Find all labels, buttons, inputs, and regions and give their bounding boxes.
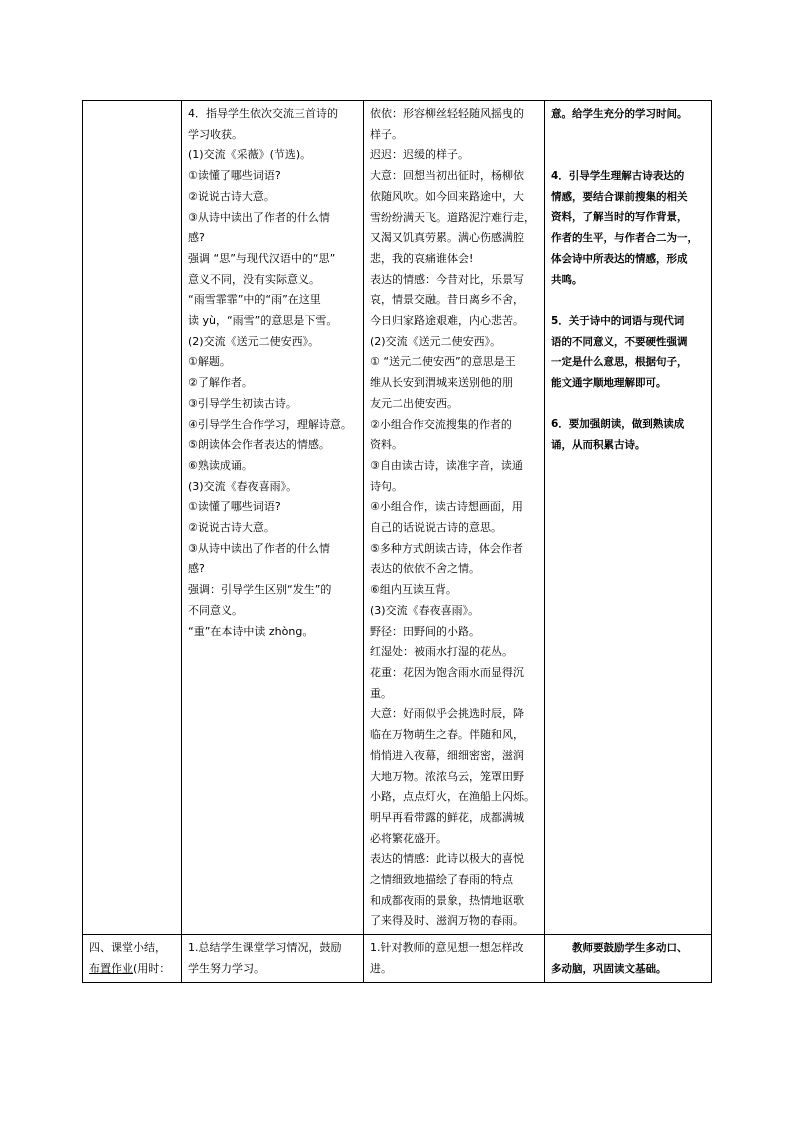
teacher-line: ②说说古诗大意。 <box>188 189 275 203</box>
student-line: 悄悄进入夜幕，细细密密，滋润 <box>370 748 524 762</box>
teacher-line: 1.总结学生课堂学习情况，鼓励 <box>188 941 342 955</box>
teacher-line: 意义不同，没有实际意义。 <box>188 272 320 286</box>
student-line: 维从长安到渭城来送别他的朋 <box>370 376 513 390</box>
intent-line: 多动脑，巩固读文基础。 <box>551 962 667 975</box>
student-line: 依依：形容柳丝轻轻随风摇曳的 <box>370 107 524 120</box>
teacher-line: ⑤朗读体会作者表达的情感。 <box>188 438 330 452</box>
intent-line: 一定是什么意思，根据句子， <box>551 356 688 369</box>
student-line: ① “送元二使安西”的意思是王 <box>370 355 516 369</box>
student-activity-cell <box>364 101 545 935</box>
teacher-line: “重”在本诗中读 zhòng。 <box>188 624 314 638</box>
design-intent-cell <box>545 101 712 935</box>
teacher-line: ①读懂了哪些词语? <box>188 169 281 183</box>
student-line: 了来得及时、滋润万物的春雨。 <box>370 914 524 928</box>
intent-line: 诵，从而积累古诗。 <box>551 439 646 452</box>
teacher-line: (1)交流《采薇》(节选)。 <box>188 148 312 162</box>
student-line: 又渴又饥真劳累。满心伤感满腔 <box>370 231 524 245</box>
teacher-line: ④引导学生合作学习，理解诗意。 <box>188 417 352 431</box>
teacher-line: ⑥熟读成诵。 <box>188 458 253 472</box>
student-line: ⑤多种方式朗读古诗，体会作者 <box>370 541 523 555</box>
intent-line: 4．引导学生理解古诗表达的 <box>551 170 685 183</box>
intent-line: 作者的生平，与作者合二为一， <box>551 232 698 245</box>
student-line: 红湿处：被雨水打湿的花丛。 <box>370 645 513 659</box>
stage-label: 四、课堂小结， <box>89 941 166 955</box>
intent-line: 6．要加强朗读，做到熟读成 <box>551 418 685 431</box>
student-line: 表达的情感：今昔对比，乐景写 <box>370 272 524 286</box>
teacher-line: 强调：引导学生区别“发生”的 <box>188 583 332 597</box>
teacher-line: 4．指导学生依次交流三首诗的 <box>188 107 338 120</box>
intent-line: 体会诗中所表达的情感，形成 <box>551 252 688 265</box>
intent-line: 能文通字顺地理解即可。 <box>551 377 667 390</box>
student-line: 花重：花因为饱含雨水而显得沉 <box>370 665 524 679</box>
student-line: 之情细致地描绘了春雨的特点 <box>370 873 513 887</box>
teacher-line: “雨雪霏霏”中的“雨”在这里 <box>188 293 321 307</box>
teacher-line: 学习收获。 <box>188 127 243 141</box>
student-line: 野径：田野间的小路。 <box>370 624 480 638</box>
student-line: 重。 <box>370 686 392 700</box>
teacher-line: 不同意义。 <box>188 603 243 617</box>
teacher-line: 学生努力学习。 <box>188 961 265 975</box>
student-line: (3)交流《春夜喜雨》。 <box>370 603 480 617</box>
intent-line: 教师要鼓励学生多动口、 <box>572 942 688 955</box>
student-line: 临在万物萌生之春。伴随和风， <box>370 728 524 742</box>
student-line: 自己的话说说古诗的意思。 <box>370 521 502 535</box>
teacher-line: (3)交流《春夜喜雨》。 <box>188 479 298 493</box>
teacher-line: ③从诗中读出了作者的什么情 <box>188 210 330 224</box>
teacher-activity-lines <box>188 104 358 642</box>
intent-paragraph <box>551 166 706 290</box>
teacher-line: 感? <box>188 231 205 245</box>
student-line: 大意：好雨似乎会挑选时辰，降 <box>370 707 524 721</box>
teacher-line: ②了解作者。 <box>188 376 253 390</box>
stage-cell <box>83 101 182 935</box>
student-activity-cell <box>364 935 545 983</box>
student-line: 和成都夜雨的景象，热情地讴歌 <box>370 893 524 907</box>
teacher-line: ①读懂了哪些词语? <box>188 500 281 514</box>
student-line: ④小组合作，读古诗想画面，用 <box>370 500 523 514</box>
intent-paragraph <box>551 414 706 455</box>
teacher-activity-cell <box>182 935 364 983</box>
student-line: 诗句。 <box>370 479 403 493</box>
teacher-line: 感? <box>188 562 205 576</box>
student-line: 进。 <box>370 961 392 975</box>
student-line: 明早再看带露的鲜花，成都满城 <box>370 810 524 824</box>
lesson-plan-table <box>82 100 712 983</box>
student-line: 表达的情感：此诗以极大的喜悦 <box>370 852 524 866</box>
student-line: 雪纷纷满天飞。道路泥泞难行走， <box>370 210 535 224</box>
stage-label <box>89 959 176 980</box>
teacher-line: ③从诗中读出了作者的什么情 <box>188 541 330 555</box>
teacher-line: 读 yù，“雨雪”的意思是下雪。 <box>188 314 338 328</box>
stage-cell <box>83 935 182 983</box>
table-row <box>83 935 712 983</box>
teacher-line: ②说说古诗大意。 <box>188 521 275 535</box>
student-line: (2)交流《送元二使安西》。 <box>370 334 502 348</box>
student-line: 今日归家路途艰难，内心悲苦。 <box>370 314 524 328</box>
table-row <box>83 101 712 935</box>
teacher-activity-cell <box>182 101 364 935</box>
student-line: 哀，情景交融。昔日离乡不舍， <box>370 293 524 307</box>
student-line: 大意：回想当初出征时，杨柳依 <box>370 169 524 183</box>
student-line: 悲，我的哀痛谁体会! <box>370 251 474 265</box>
intent-line: 5．关于诗中的词语与现代词 <box>551 314 685 327</box>
teacher-line: 强调 “思”与现代汉语中的“思” <box>188 251 336 265</box>
teacher-line: ③引导学生初读古诗。 <box>188 396 297 410</box>
student-line: 大地万物。浓浓乌云，笼罩田野 <box>370 769 524 783</box>
student-line: 资料。 <box>370 438 403 452</box>
student-line: 迟迟：迟缓的样子。 <box>370 148 469 162</box>
student-line: ③自由读古诗，读准字音，读通 <box>370 458 523 472</box>
teacher-line: (2)交流《送元二使安西》。 <box>188 334 320 348</box>
intent-paragraph <box>551 104 706 125</box>
student-line: 依随风吹。如今回来路途中，大 <box>370 189 524 203</box>
student-line: 小路，点点灯火，在渔船上闪烁。 <box>370 790 535 804</box>
student-line: 表达的依依不舍之情。 <box>370 562 480 576</box>
intent-line: 共鸣。 <box>551 273 583 286</box>
intent-line: 情感，要结合课前搜集的相关 <box>551 190 688 203</box>
student-line: 友元二出使安西。 <box>370 396 458 410</box>
student-line: ②小组合作交流搜集的作者的 <box>370 417 512 431</box>
stage-label-suffix: (用时： <box>133 961 171 975</box>
student-line: ⑥组内互读互背。 <box>370 583 457 597</box>
stage-label-underlined: 布置作业 <box>89 961 133 975</box>
intent-line: 资料，了解当时的写作背景， <box>551 211 688 224</box>
design-intent-cell <box>545 935 712 983</box>
teacher-line: ①解题。 <box>188 355 231 369</box>
student-activity-lines <box>370 104 539 932</box>
intent-line: 语的不同意义，不要硬性强调 <box>551 335 688 348</box>
student-line: 样子。 <box>370 127 403 141</box>
intent-paragraph <box>551 311 706 394</box>
intent-line: 意。给学生充分的学习时间。 <box>551 108 688 120</box>
student-line: 必将繁花盛开。 <box>370 831 447 845</box>
student-line: 1.针对教师的意见想一想怎样改 <box>370 941 524 955</box>
